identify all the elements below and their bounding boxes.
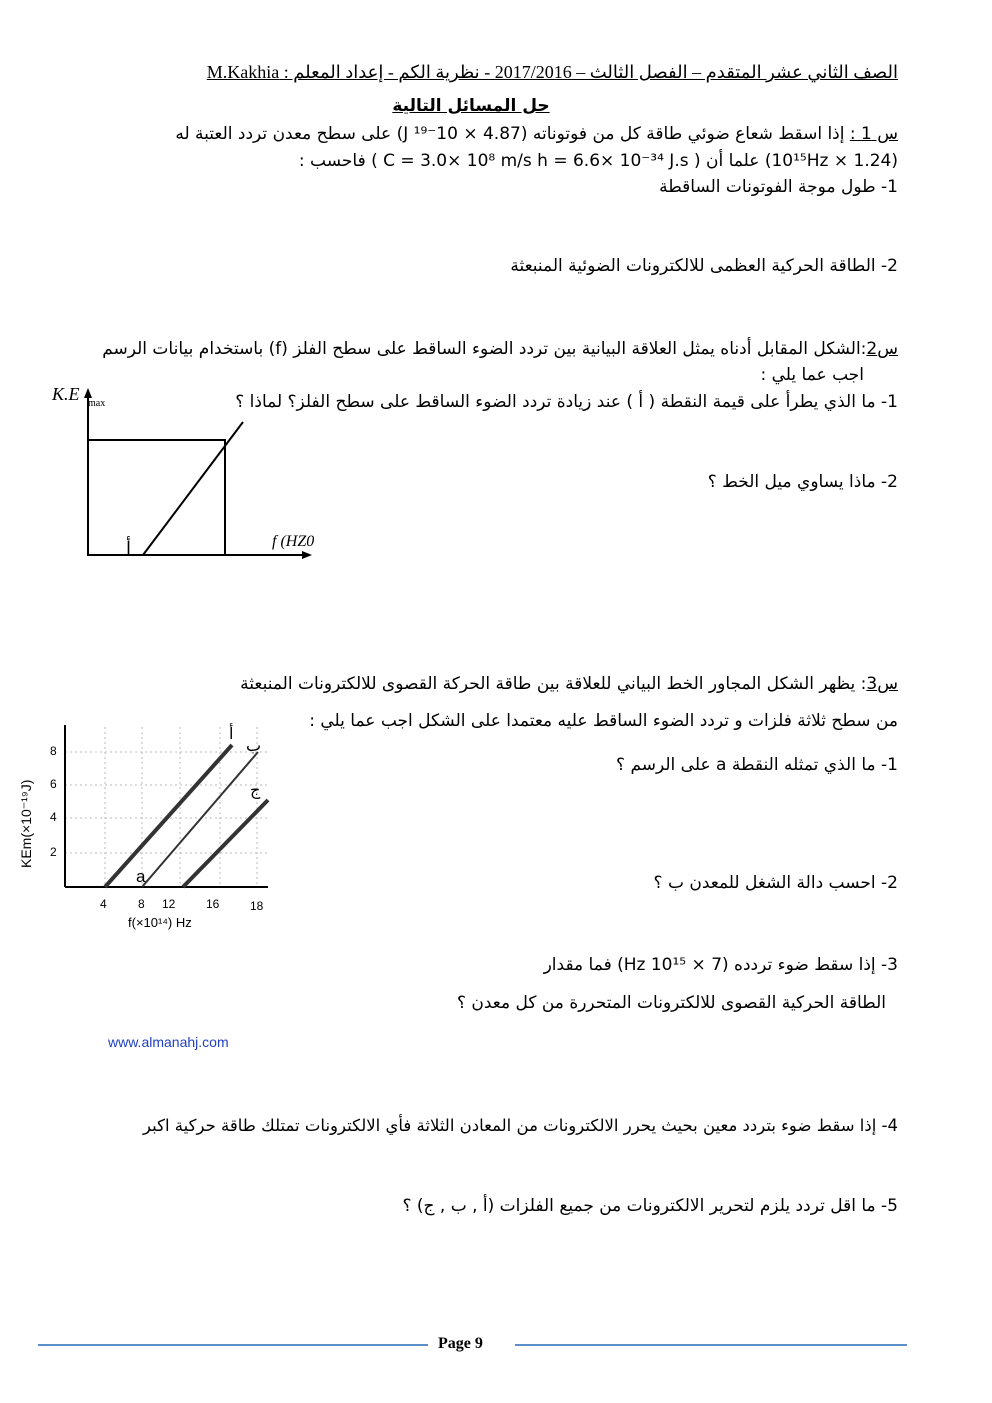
- page-title: حل المسائل التالية: [392, 96, 550, 116]
- graph-q3: [65, 725, 268, 887]
- grid: [65, 727, 268, 887]
- footer-divider-left: [38, 1344, 428, 1346]
- q2-point-label: أ: [126, 538, 132, 559]
- line-a-label: أ: [229, 724, 234, 743]
- ke-line: [143, 422, 243, 555]
- x-tick: 8: [138, 897, 145, 911]
- q2-item-2: 2- ماذا يساوي ميل الخط ؟: [707, 472, 898, 492]
- y-tick: 8: [50, 744, 57, 758]
- q3-y-label: KEm(×10⁻¹⁹J): [18, 779, 34, 868]
- q3-x-label: f(×10¹⁴) Hz: [128, 915, 192, 930]
- x-tick: 16: [206, 897, 220, 911]
- x-tick: 12: [162, 897, 176, 911]
- y-tick: 2: [50, 845, 57, 859]
- page-header: الصف الثاني عشر المتقدم – الفصل الثالث – 2017/2016 - نظرية الكم - إعداد المعلم : M.Kakhia: [206, 62, 898, 82]
- q3-item-4: 4- إذا سقط ضوء بتردد معين بحيث يحرر الالكترونات من المعادن الثلاثة فأي الالكترونات تمتلك طاقة حركية اكبر: [143, 1116, 898, 1135]
- q3-label: س3: [866, 674, 898, 694]
- q3-item-5: 5- ما اقل تردد يلزم لتحرير الالكترونات من جميع الفلزات (أ , ب , ج) ؟: [402, 1196, 898, 1216]
- q3-item-2: 2- احسب دالة الشغل للمعدن ب ؟: [653, 873, 898, 893]
- line-b-label: ب: [246, 736, 262, 755]
- q3-text: : يظهر الشكل المجاور الخط البياني للعلاقة بين طاقة الحركة القصوى للالكترونات المنبعثة: [240, 674, 867, 694]
- q2-line2: اجب عما يلي :: [760, 365, 864, 385]
- q3-item-1: 1- ما الذي تمثله النقطة a على الرسم ؟: [616, 755, 898, 775]
- q1-text: إذا اسقط شعاع ضوئي طاقة كل من فوتوناته (4.87 × 10⁻¹⁹ J) على سطح معدن تردد العتبة له: [175, 124, 845, 144]
- line-c: [183, 800, 268, 887]
- q2-y-label: K.E: [52, 384, 80, 404]
- q2-item-1: 1- ما الذي يطرأ على قيمة النقطة ( أ ) عند زيادة تردد الضوء الساقط على سطح الفلز؟ لماذا ؟: [235, 392, 898, 412]
- page-number: Page 9: [438, 1335, 483, 1352]
- q2-text: :الشكل المقابل أدناه يمثل العلاقة البيانية بين تردد الضوء الساقط على سطح الفلز (f) باستخدام بيانات الرسم: [102, 339, 867, 359]
- q1-item-1: 1- طول موجة الفوتونات الساقطة: [659, 177, 898, 197]
- x-tick: 4: [100, 897, 107, 911]
- q3-line1: [240, 674, 898, 694]
- q3-item-3: 3- إذا سقط ضوء تردده (7 × 10¹⁵ Hz) فما مقدار: [543, 955, 898, 975]
- point-a-label: a: [136, 867, 146, 886]
- q2-x-label: f (HZ0: [272, 533, 315, 550]
- q3-item-3-cont: الطاقة الحركية القصوى للالكترونات المتحررة من كل معدن ؟: [456, 993, 886, 1013]
- line-a: [105, 745, 232, 887]
- q2-y-sub: max: [88, 398, 106, 409]
- y-arrow-icon: [84, 388, 92, 398]
- x-arrow-icon: [302, 551, 312, 559]
- y-tick: 4: [50, 810, 57, 824]
- q3-line2: من سطح ثلاثة فلزات و تردد الضوء الساقط عليه معتمدا على الشكل اجب عما يلي :: [309, 711, 898, 731]
- watermark-link[interactable]: www.almanahj.com: [108, 1034, 229, 1050]
- q1-label: س 1 :: [849, 124, 898, 144]
- footer-divider-right: [515, 1344, 907, 1346]
- q1-item-2: 2- الطاقة الحركية العظمى للالكترونات الضوئية المنبعثة: [510, 256, 898, 276]
- line-c-label: ج: [250, 780, 261, 799]
- q2-label: س2: [866, 339, 898, 359]
- q1-line2: (1.24 × 10¹⁵Hz) علما أن ( C = 3.0× 10⁸ m/s h = 6.6× 10⁻³⁴ J.s ) فاحسب :: [298, 151, 898, 171]
- x-tick: 18: [250, 899, 264, 913]
- y-tick: 6: [50, 777, 57, 791]
